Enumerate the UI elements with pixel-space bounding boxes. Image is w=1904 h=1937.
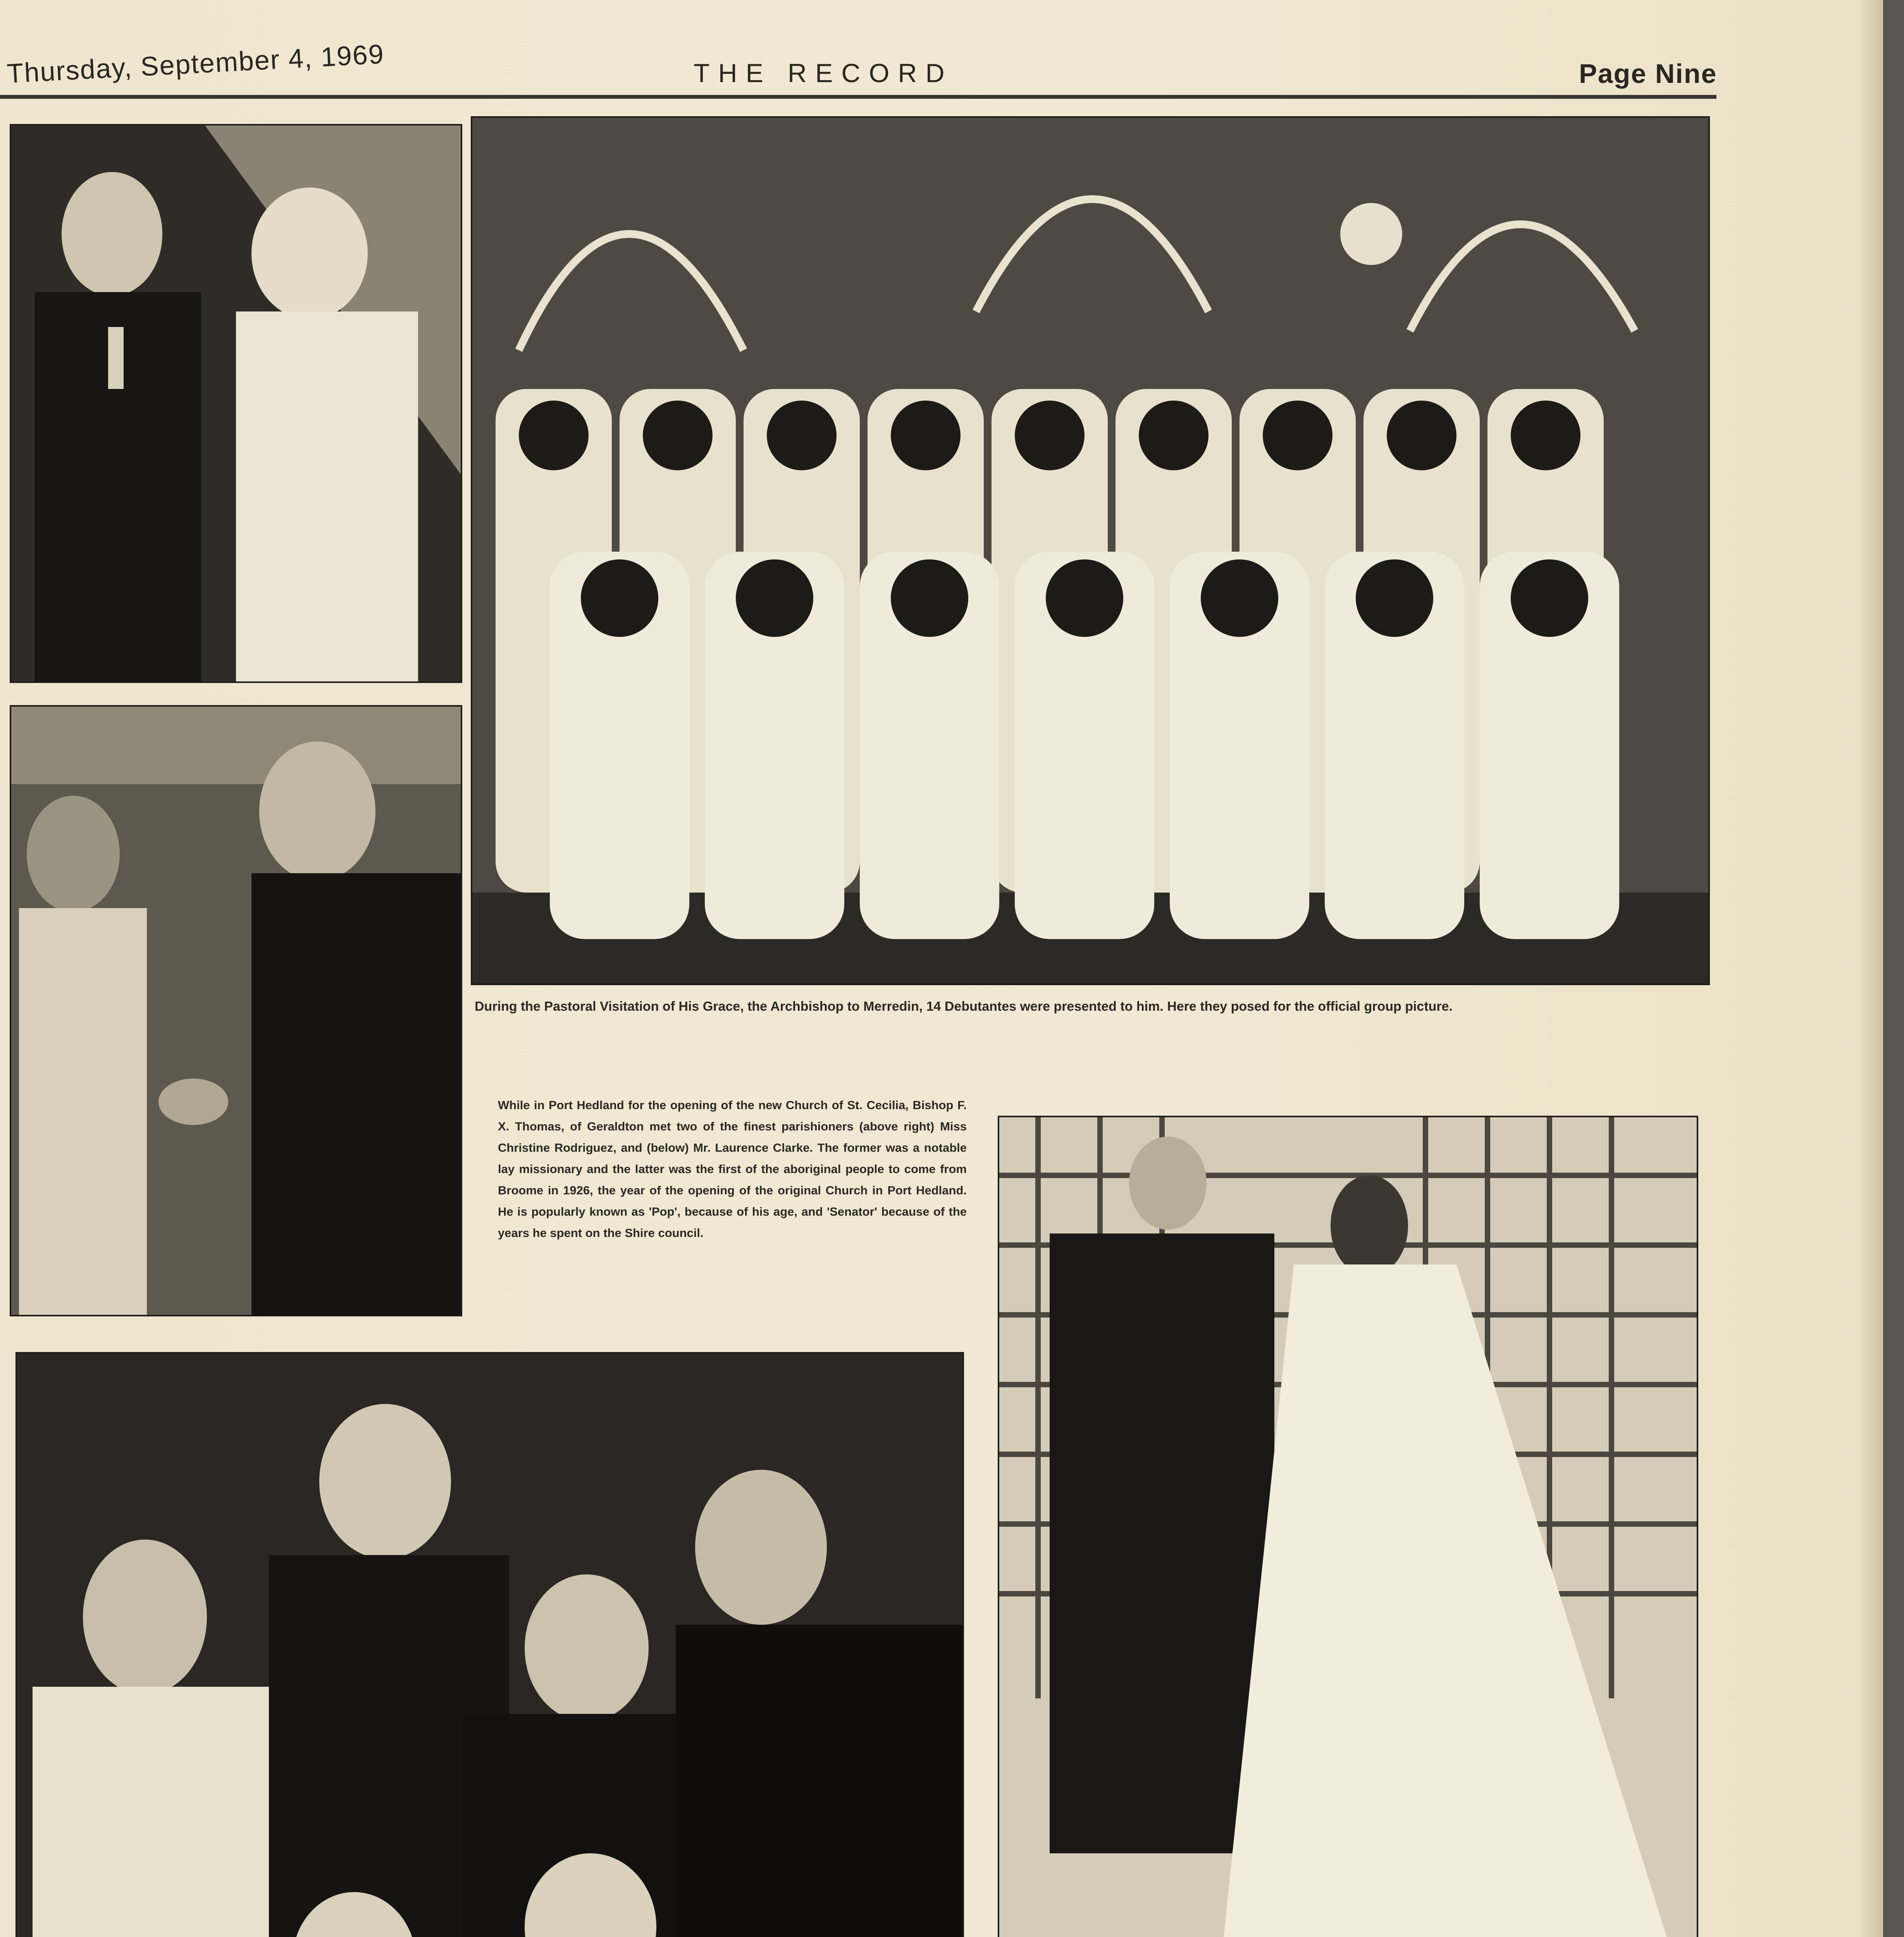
page-edge (1860, 0, 1883, 1937)
photo-merredin-debutantes (471, 116, 1710, 985)
caption-merredin-debutantes-text: During the Pastoral Visitation of His Grace, the Archbishop to Merredin, 14 Debutantes were presented to him. Here they posed for the official group picture. (475, 999, 1453, 1014)
photo-bishop-rodriguez (10, 124, 462, 683)
photo-bishop-clarke (10, 705, 462, 1316)
photo-fitzgerald-wedding (998, 1116, 1698, 1937)
header-rule (0, 95, 1716, 99)
header-page-number: Page Nine (1579, 58, 1717, 89)
photo-archbishop-ball (15, 1352, 964, 1937)
header-masthead: THE RECORD (694, 58, 953, 88)
caption-port-hedland-text: While in Port Hedland for the opening of the new Church of St. Cecilia, Bishop F. X. Thomas, of Geraldton met two of the finest parishioners (above right) Miss Christine Rodriguez, and (below) Mr. Laurence Clarke. The former was a notable lay missionary and the latter was the first of the aboriginal people to come from Broome in 1926, the year of the opening of the original Church in Port Hedland. He is popularly known as 'Pop', because of his age, and 'Senator' because of the years he spent on the Shire council. (498, 1098, 967, 1240)
caption-port-hedland (498, 1094, 967, 1244)
header-date: Thursday, September 4, 1969 (6, 39, 385, 89)
caption-merredin-debutantes (475, 994, 1707, 1019)
